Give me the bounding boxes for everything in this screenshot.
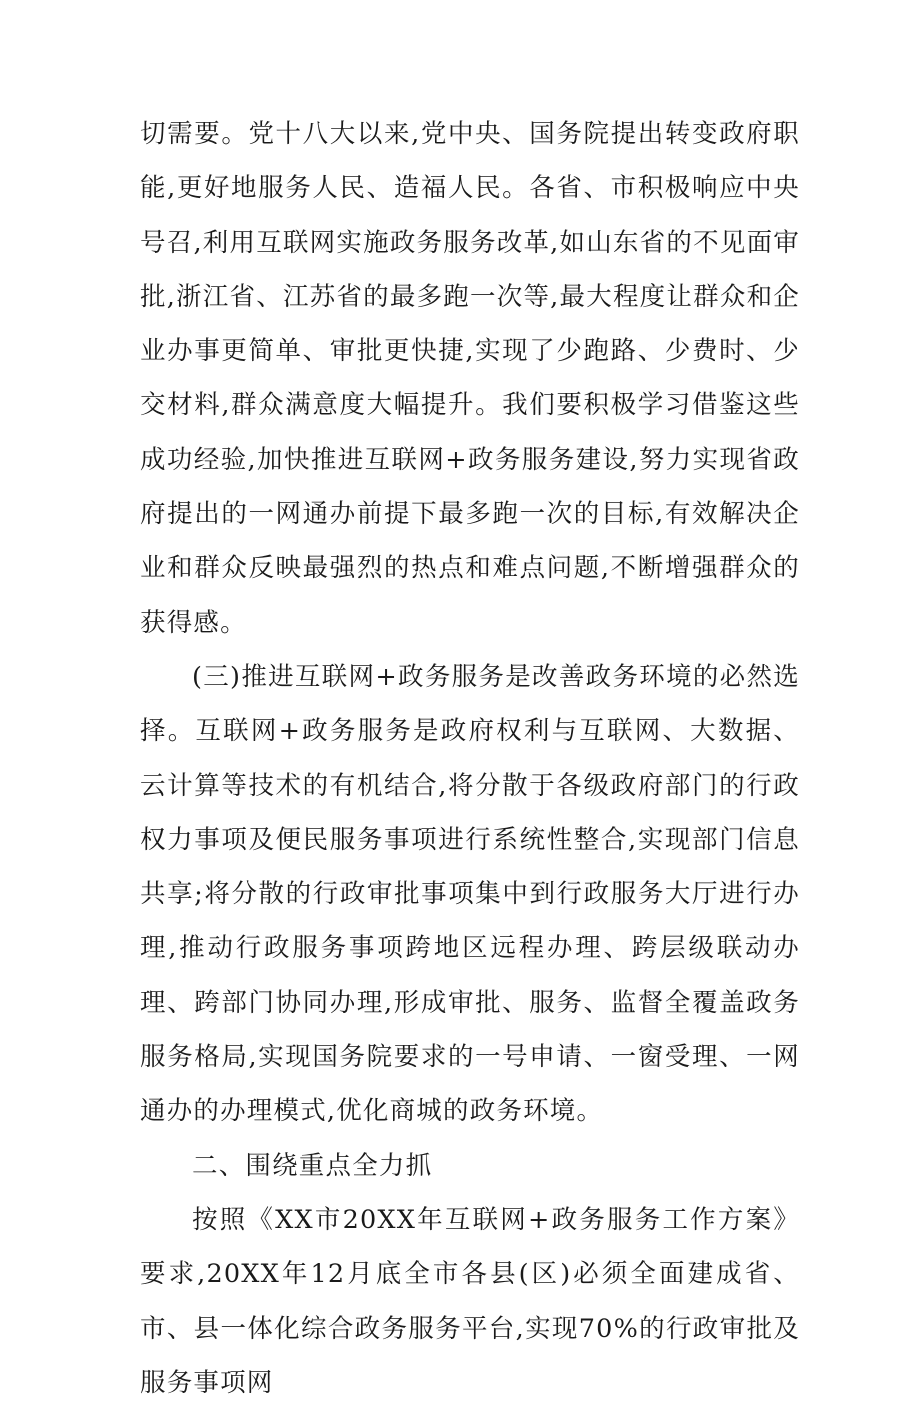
section-heading-focus: 二、围绕重点全力抓 — [192, 1150, 433, 1181]
document-page — [140, 107, 800, 1410]
paragraph-environment-choice: (三)推进互联网+政务服务是改善政务环境的必然选择。互联网+政务服务是政府权利与互联网、大数据、云计算等技术的有机结合,将分散于各级政府部门的行政权力事项及便民服务事项进行系统性整合,实现部门信息共享;将分散的行政审批事项集中到行政服务大厅进行办理,推动行政服务事项跨地区远程办理、跨层级联动办理、跨部门协同办理,形成审批、服务、监督全覆盖政务服务格局,实现国务院要求的一号申请、一窗受理、一网通办的办理模式,优化商城的政务环境。 — [140, 661, 800, 1127]
paragraph-service-demand: 切需要。党十八大以来,党中央、国务院提出转变政府职能,更好地服务人民、造福人民。各省、市积极响应中央号召,利用互联网实施政务服务改革,如山东省的不见面审批,浙江省、江苏省的最多跑一次等,最大程度让群众和企业办事更简单、审批更快捷,实现了少跑路、少费时、少交材料,群众满意度大幅提升。我们要积极学习借鉴这些成功经验,加快推进互联网+政务服务建设,努力实现省政府提出的一网通办前提下最多跑一次的目标,有效解决企业和群众反映最强烈的热点和难点问题,不断增强群众的获得感。 — [140, 119, 800, 638]
paragraph-work-plan: 按照《XX市20XX年互联网+政务服务工作方案》要求,20XX年12月底全市各县(区)必须全面建成省、市、县一体化综合政务服务平台,实现70%的行政审批及服务事项网 — [140, 1204, 800, 1398]
